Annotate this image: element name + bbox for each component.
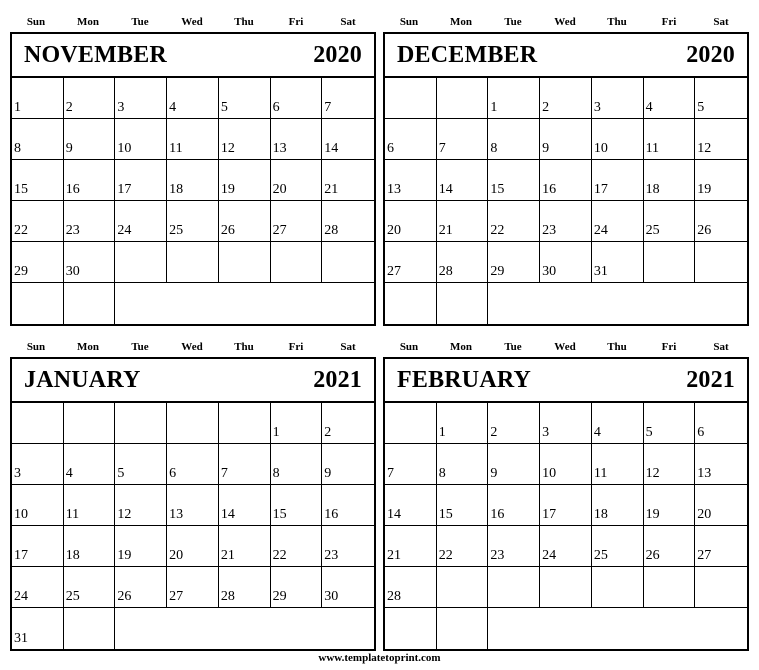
day-cell [385, 403, 437, 444]
month-header [12, 34, 374, 78]
day-cell: 6 [385, 119, 437, 160]
day-cell: 24 [540, 526, 592, 567]
month-header [385, 34, 747, 78]
day-cell [12, 403, 64, 444]
weekday-header [383, 337, 749, 357]
day-cell: 12 [695, 119, 747, 160]
day-cell: 14 [437, 160, 489, 201]
day-cell: 7 [322, 78, 374, 119]
calendar-december-2020 [383, 12, 749, 326]
day-cell: 14 [219, 485, 271, 526]
day-cell: 15 [488, 160, 540, 201]
day-cell: 23 [540, 201, 592, 242]
day-cell: 7 [437, 119, 489, 160]
day-cell: 18 [167, 160, 219, 201]
day-cell: 28 [385, 567, 437, 608]
notes-cell [115, 283, 374, 324]
day-cell [271, 242, 323, 283]
day-cell: 21 [385, 526, 437, 567]
day-cell: 20 [385, 201, 437, 242]
day-cell: 5 [115, 444, 167, 485]
day-cell [219, 403, 271, 444]
day-grid [12, 78, 374, 324]
day-cell: 1 [488, 78, 540, 119]
day-cell [437, 567, 489, 608]
day-cell: 6 [695, 403, 747, 444]
day-cell: 4 [592, 403, 644, 444]
weekday-label: Tue [131, 341, 149, 353]
weekday-label: Fri [288, 341, 304, 353]
day-cell: 19 [219, 160, 271, 201]
day-cell [322, 242, 374, 283]
day-cell [437, 608, 489, 649]
day-cell: 1 [437, 403, 489, 444]
day-cell: 8 [437, 444, 489, 485]
day-cell [695, 242, 747, 283]
weekday-label: Fri [661, 341, 677, 353]
day-cell: 19 [115, 526, 167, 567]
day-cell: 25 [64, 567, 116, 608]
day-cell: 6 [167, 444, 219, 485]
day-cell: 14 [385, 485, 437, 526]
day-cell: 21 [219, 526, 271, 567]
day-cell: 17 [12, 526, 64, 567]
day-cell: 10 [12, 485, 64, 526]
day-cell: 23 [322, 526, 374, 567]
month-header [12, 359, 374, 403]
day-cell: 13 [271, 119, 323, 160]
day-cell: 30 [540, 242, 592, 283]
day-cell: 5 [219, 78, 271, 119]
month-name: DECEMBER [397, 41, 538, 68]
day-cell: 15 [437, 485, 489, 526]
day-cell: 17 [592, 160, 644, 201]
day-cell: 16 [540, 160, 592, 201]
weekday-label: Mon [450, 16, 472, 28]
calendar-february-2021 [383, 337, 749, 651]
day-cell: 29 [12, 242, 64, 283]
day-cell: 11 [64, 485, 116, 526]
day-grid [385, 403, 747, 649]
day-cell: 13 [695, 444, 747, 485]
day-cell [437, 78, 489, 119]
day-cell: 5 [695, 78, 747, 119]
day-cell: 7 [219, 444, 271, 485]
day-cell: 9 [64, 119, 116, 160]
day-cell: 4 [64, 444, 116, 485]
weekday-label: Fri [661, 16, 677, 28]
weekday-header [10, 12, 376, 32]
day-cell [64, 283, 116, 324]
day-cell: 18 [644, 160, 696, 201]
calendar-january-2021 [10, 337, 376, 651]
day-cell: 31 [12, 608, 64, 649]
day-cell [644, 242, 696, 283]
day-cell: 2 [488, 403, 540, 444]
weekday-label: Thu [607, 341, 627, 353]
day-cell: 10 [592, 119, 644, 160]
day-cell: 10 [540, 444, 592, 485]
day-cell: 25 [644, 201, 696, 242]
day-cell [115, 242, 167, 283]
day-cell: 11 [167, 119, 219, 160]
day-cell: 9 [540, 119, 592, 160]
day-grid [12, 403, 374, 649]
day-cell: 14 [322, 119, 374, 160]
day-cell [115, 403, 167, 444]
day-cell: 23 [488, 526, 540, 567]
weekday-label: Tue [504, 16, 522, 28]
weekday-label: Sat [340, 341, 356, 353]
weekday-label: Sat [340, 16, 356, 28]
day-cell: 7 [385, 444, 437, 485]
day-cell [540, 567, 592, 608]
weekday-label: Mon [77, 341, 99, 353]
notes-cell [488, 608, 747, 649]
day-cell: 28 [219, 567, 271, 608]
day-cell: 26 [219, 201, 271, 242]
weekday-label: Thu [234, 341, 254, 353]
weekday-label: Wed [181, 16, 203, 28]
day-cell [219, 242, 271, 283]
weekday-header [10, 337, 376, 357]
day-cell: 4 [167, 78, 219, 119]
day-cell [592, 567, 644, 608]
month-header [385, 359, 747, 403]
day-cell [385, 283, 437, 324]
weekday-label: Wed [554, 16, 576, 28]
day-cell: 12 [115, 485, 167, 526]
day-cell: 13 [167, 485, 219, 526]
day-cell [64, 608, 116, 649]
day-cell: 4 [644, 78, 696, 119]
day-cell: 11 [592, 444, 644, 485]
day-cell: 9 [488, 444, 540, 485]
day-cell: 8 [488, 119, 540, 160]
day-cell [64, 403, 116, 444]
day-cell: 3 [592, 78, 644, 119]
month-box [383, 357, 749, 651]
weekday-label: Mon [77, 16, 99, 28]
day-cell: 19 [644, 485, 696, 526]
month-box [10, 32, 376, 326]
day-cell [167, 403, 219, 444]
day-cell: 17 [115, 160, 167, 201]
day-cell: 18 [592, 485, 644, 526]
weekday-label: Thu [234, 16, 254, 28]
day-cell: 10 [115, 119, 167, 160]
day-cell [385, 78, 437, 119]
day-cell: 22 [488, 201, 540, 242]
day-cell: 26 [695, 201, 747, 242]
day-cell: 21 [322, 160, 374, 201]
day-cell: 23 [64, 201, 116, 242]
day-cell: 30 [322, 567, 374, 608]
day-cell [488, 567, 540, 608]
day-cell: 17 [540, 485, 592, 526]
day-cell: 24 [115, 201, 167, 242]
day-cell: 12 [644, 444, 696, 485]
day-cell [644, 567, 696, 608]
weekday-label: Wed [554, 341, 576, 353]
day-cell: 20 [695, 485, 747, 526]
day-cell: 2 [540, 78, 592, 119]
day-cell [167, 242, 219, 283]
footer-url: www.templatetoprint.com [318, 652, 441, 664]
day-cell: 26 [115, 567, 167, 608]
weekday-label: Wed [181, 341, 203, 353]
day-cell: 8 [271, 444, 323, 485]
day-cell: 3 [12, 444, 64, 485]
day-cell: 18 [64, 526, 116, 567]
weekday-label: Sat [713, 16, 729, 28]
day-cell: 21 [437, 201, 489, 242]
day-cell: 22 [437, 526, 489, 567]
month-name: FEBRUARY [397, 366, 532, 393]
day-cell: 28 [322, 201, 374, 242]
day-cell: 8 [12, 119, 64, 160]
weekday-label: Sat [713, 341, 729, 353]
day-cell: 29 [488, 242, 540, 283]
day-cell: 22 [12, 201, 64, 242]
weekday-header [383, 12, 749, 32]
weekday-label: Sun [26, 341, 46, 353]
month-box [10, 357, 376, 651]
day-cell: 22 [271, 526, 323, 567]
month-year: 2020 [686, 41, 735, 68]
day-cell: 11 [644, 119, 696, 160]
weekday-label: Thu [607, 16, 627, 28]
day-cell [12, 283, 64, 324]
day-cell: 27 [271, 201, 323, 242]
day-cell: 6 [271, 78, 323, 119]
day-cell: 27 [695, 526, 747, 567]
weekday-label: Tue [131, 16, 149, 28]
month-name: JANUARY [24, 366, 141, 393]
day-cell: 25 [167, 201, 219, 242]
month-year: 2021 [313, 366, 362, 393]
day-cell: 28 [437, 242, 489, 283]
day-cell: 1 [12, 78, 64, 119]
day-cell: 13 [385, 160, 437, 201]
day-cell: 20 [271, 160, 323, 201]
day-cell: 15 [12, 160, 64, 201]
day-cell: 2 [64, 78, 116, 119]
day-cell: 5 [644, 403, 696, 444]
day-cell: 2 [322, 403, 374, 444]
weekday-label: Mon [450, 341, 472, 353]
day-cell: 24 [12, 567, 64, 608]
day-cell: 16 [322, 485, 374, 526]
day-cell: 20 [167, 526, 219, 567]
day-cell: 1 [271, 403, 323, 444]
day-cell: 16 [488, 485, 540, 526]
day-cell: 31 [592, 242, 644, 283]
day-cell: 27 [385, 242, 437, 283]
day-cell: 12 [219, 119, 271, 160]
day-cell: 27 [167, 567, 219, 608]
calendar-november-2020 [10, 12, 376, 326]
weekday-label: Fri [288, 16, 304, 28]
day-cell [695, 567, 747, 608]
weekday-label: Sun [26, 16, 46, 28]
day-cell [385, 608, 437, 649]
day-cell: 24 [592, 201, 644, 242]
weekday-label: Sun [399, 16, 419, 28]
day-cell: 9 [322, 444, 374, 485]
day-cell: 25 [592, 526, 644, 567]
month-year: 2020 [313, 41, 362, 68]
day-cell: 29 [271, 567, 323, 608]
day-cell: 26 [644, 526, 696, 567]
day-cell: 3 [115, 78, 167, 119]
month-name: NOVEMBER [24, 41, 167, 68]
weekday-label: Sun [399, 341, 419, 353]
notes-cell [488, 283, 747, 324]
day-cell: 19 [695, 160, 747, 201]
day-cell: 30 [64, 242, 116, 283]
notes-cell [115, 608, 374, 649]
weekday-label: Tue [504, 341, 522, 353]
month-box [383, 32, 749, 326]
day-cell: 15 [271, 485, 323, 526]
day-grid [385, 78, 747, 324]
day-cell [437, 283, 489, 324]
day-cell: 16 [64, 160, 116, 201]
month-year: 2021 [686, 366, 735, 393]
day-cell: 3 [540, 403, 592, 444]
